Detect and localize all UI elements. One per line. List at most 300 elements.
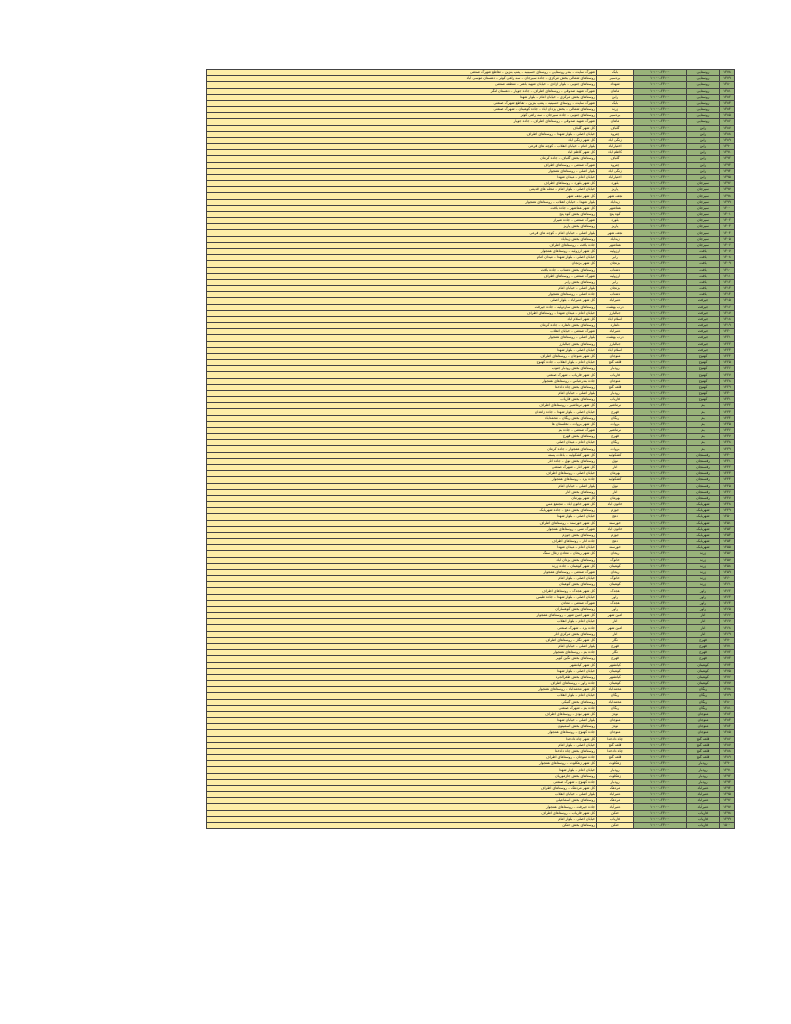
area-cell: رابر [597, 255, 634, 261]
region-cell: بافت [687, 248, 720, 254]
area-cell: زیدآباد [597, 199, 634, 205]
area-cell: کوهبنان [597, 582, 634, 588]
area-cell: فهرج [597, 643, 634, 649]
area-cell: جوزم [597, 508, 634, 514]
row-number-cell: ۱۴۷۴ [720, 662, 735, 668]
region-cell: زرند [687, 563, 720, 569]
region-cell: سیرجان [687, 205, 720, 211]
time-range-cell: ۱۰:۰۰–۲۳:۰۰ [634, 779, 687, 785]
row-number-cell: ۱۴۶۴ [720, 600, 735, 606]
time-range-cell: ۱۰:۰۰–۲۳:۰۰ [634, 230, 687, 236]
area-cell: ارزوئیه [597, 273, 634, 279]
row-number-cell: ۱۴۱۰ [720, 267, 735, 273]
description-cell: کل شهر ریحان – معادن زغال سنگ [207, 551, 597, 557]
row-number-cell: ۱۴۱۷ [720, 310, 735, 316]
row-number-cell: ۱۳۸۶ [720, 119, 735, 125]
row-number-cell: ۱۴۳۹ [720, 446, 735, 452]
time-range-cell: ۱۰:۰۰–۲۳:۰۰ [634, 668, 687, 674]
time-range-cell: ۱۰:۰۰–۲۳:۰۰ [634, 477, 687, 483]
region-cell: بم [687, 421, 720, 427]
area-cell: رودبار [597, 366, 634, 372]
region-cell: کوهبنان [687, 674, 720, 680]
row-number-cell: ۱۴۸۶ [720, 736, 735, 742]
description-cell: کل شهر گلباف [207, 125, 597, 131]
region-cell: کهنوج [687, 397, 720, 403]
description-cell: شهرک صنعتی – جاده شیراز [207, 218, 597, 224]
time-range-cell: ۱۰:۰۰–۲۳:۰۰ [634, 113, 687, 119]
area-cell: حتکن [597, 822, 634, 828]
area-cell: کوهبنان [597, 681, 634, 687]
row-number-cell: ۱۴۴۰ [720, 452, 735, 458]
area-cell: عنبرآباد [597, 792, 634, 798]
time-range-cell: ۱۰:۰۰–۲۳:۰۰ [634, 471, 687, 477]
area-cell: کوهبنان [597, 668, 634, 674]
description-cell: روستاهای بخش کوهبنان [207, 582, 597, 588]
row-number-cell: ۱۴۹۵ [720, 792, 735, 798]
description-cell: روستاهای بخش طغرالجرد [207, 674, 597, 680]
table-row [207, 822, 735, 828]
row-number-cell: ۱۴۸۴ [720, 724, 735, 730]
time-range-cell: ۱۰:۰۰–۲۳:۰۰ [634, 261, 687, 267]
time-range-cell: ۱۰:۰۰–۲۳:۰۰ [634, 625, 687, 631]
time-range-cell: ۱۰:۰۰–۲۳:۰۰ [634, 168, 687, 174]
time-range-cell: ۱۰:۰۰–۲۳:۰۰ [634, 255, 687, 261]
time-range-cell: ۱۰:۰۰–۲۳:۰۰ [634, 755, 687, 761]
time-range-cell: ۱۰:۰۰–۲۳:۰۰ [634, 514, 687, 520]
area-cell: رودبار [597, 767, 634, 773]
region-cell: جیرفت [687, 298, 720, 304]
region-cell: روستایی [687, 70, 720, 76]
description-cell: جاده یزد – شهرک صنعتی [207, 625, 597, 631]
region-cell: روستایی [687, 113, 720, 119]
time-range-cell: ۱۰:۰۰–۲۳:۰۰ [634, 718, 687, 724]
description-cell: روستاهای بخش دهج – جاده شهربابک [207, 508, 597, 514]
row-number-cell: ۱۴۹۷ [720, 804, 735, 810]
area-cell: راین [597, 94, 634, 100]
row-number-cell: ۱۴۴۷ [720, 495, 735, 501]
description-cell: جاده بندرعباس – روستاهای همجوار [207, 378, 597, 384]
region-cell: سیرجان [687, 236, 720, 242]
region-cell: شهربابک [687, 514, 720, 520]
time-range-cell: ۱۰:۰۰–۲۳:۰۰ [634, 286, 687, 292]
region-cell: سیرجان [687, 242, 720, 248]
row-number-cell: ۱۴۸۳ [720, 718, 735, 724]
description-cell: بلوار اصلی – خیابان امام [207, 483, 597, 489]
row-number-cell: ۱۳۸۵ [720, 113, 735, 119]
time-range-cell: ۱۰:۰۰–۲۳:۰۰ [634, 248, 687, 254]
description-cell: روستاهای بخش زیدآباد [207, 236, 597, 242]
area-cell: نوق [597, 483, 634, 489]
row-number-cell: ۱۴۸۹ [720, 755, 735, 761]
description-cell: کل شهر منوجان – روستاهای اطراف [207, 353, 597, 359]
region-cell: ریگان [687, 699, 720, 705]
region-cell: عنبرآباد [687, 798, 720, 804]
row-number-cell: ۱۳۷۸ [720, 70, 735, 76]
time-range-cell: ۱۰:۰۰–۲۳:۰۰ [634, 637, 687, 643]
time-range-cell: ۱۰:۰۰–۲۳:۰۰ [634, 730, 687, 736]
time-range-cell: ۱۰:۰۰–۲۳:۰۰ [634, 137, 687, 143]
description-cell: کل شهر فاریاب – روستاهای اطراف [207, 810, 597, 816]
time-range-cell: ۱۰:۰۰–۲۳:۰۰ [634, 798, 687, 804]
region-cell: رفسنجان [687, 483, 720, 489]
area-cell: کیانشهر [597, 674, 634, 680]
description-cell: روستاهای بخش رابر [207, 279, 597, 285]
area-cell: حتکن [597, 810, 634, 816]
region-cell: کهنوج [687, 378, 720, 384]
region-cell: منوجان [687, 724, 720, 730]
row-number-cell: ۱۳۹۹ [720, 199, 735, 205]
description-cell: خیابان اصلی – بلوار شهدا [207, 347, 597, 353]
description-cell: بلوار اصلی – روستاهای همجوار [207, 168, 597, 174]
region-cell: کهنوج [687, 360, 720, 366]
area-cell: فهرج [597, 434, 634, 440]
region-cell: راین [687, 137, 720, 143]
row-number-cell: ۱۴۰۵ [720, 236, 735, 242]
table-body [207, 70, 735, 829]
row-number-cell: ۱۴۰۶ [720, 242, 735, 248]
region-cell: روستایی [687, 82, 720, 88]
area-cell: زرند [597, 107, 634, 113]
region-cell: فهرج [687, 643, 720, 649]
area-cell: بلورد [597, 218, 634, 224]
time-range-cell: ۱۰:۰۰–۲۳:۰۰ [634, 119, 687, 125]
region-cell: شهربابک [687, 539, 720, 545]
time-range-cell: ۱۰:۰۰–۲۳:۰۰ [634, 366, 687, 372]
region-cell: فاریاب [687, 822, 720, 828]
area-cell: زنگی آباد [597, 137, 634, 143]
area-cell: خورسند [597, 545, 634, 551]
row-number-cell: ۱۴۳۴ [720, 415, 735, 421]
time-range-cell: ۱۰:۰۰–۲۳:۰۰ [634, 298, 687, 304]
row-number-cell: ۱۴۸۷ [720, 742, 735, 748]
row-number-cell: ۱۴۳۸ [720, 440, 735, 446]
region-cell: جیرفت [687, 347, 720, 353]
region-cell: رفسنجان [687, 489, 720, 495]
area-cell: محمدآباد [597, 699, 634, 705]
time-range-cell: ۱۰:۰۰–۲۳:۰۰ [634, 205, 687, 211]
area-cell: اسلام آباد [597, 347, 634, 353]
time-range-cell: ۱۰:۰۰–۲۳:۰۰ [634, 131, 687, 137]
area-cell: راور [597, 594, 634, 600]
region-cell: ریگان [687, 693, 720, 699]
area-cell: هماشهر [597, 242, 634, 248]
area-cell: زهکلوت [597, 773, 634, 779]
description-cell: شهرک صنعتی – روستاهای اطراف [207, 162, 597, 168]
time-range-cell: ۱۰:۰۰–۲۳:۰۰ [634, 606, 687, 612]
region-cell: عنبرآباد [687, 804, 720, 810]
time-range-cell: ۱۰:۰۰–۲۳:۰۰ [634, 434, 687, 440]
time-range-cell: ۱۰:۰۰–۲۳:۰۰ [634, 199, 687, 205]
area-cell: قلعه گنج [597, 384, 634, 390]
row-number-cell: ۱۴۷۱ [720, 643, 735, 649]
description-cell: خیابان امام – میدان شهدا [207, 174, 597, 180]
region-cell: زرند [687, 576, 720, 582]
description-cell: روستاهای بخش دشتاب – جاده بافت [207, 267, 597, 273]
row-number-cell: ۱۳۹۸ [720, 193, 735, 199]
region-cell: زرند [687, 557, 720, 563]
region-cell: بم [687, 415, 720, 421]
time-range-cell: ۱۰:۰۰–۲۳:۰۰ [634, 650, 687, 656]
region-cell: بافت [687, 255, 720, 261]
description-cell: کل شهر زنگی آباد [207, 137, 597, 143]
description-cell: جاده اصلی – روستاهای همجوار [207, 292, 597, 298]
row-number-cell: ۱۴۳۵ [720, 421, 735, 427]
region-cell: شهربابک [687, 520, 720, 526]
time-range-cell: ۱۰:۰۰–۲۳:۰۰ [634, 736, 687, 742]
row-number-cell: ۱۴۷۵ [720, 668, 735, 674]
row-number-cell: ۱۴۷۷ [720, 681, 735, 687]
time-range-cell: ۱۰:۰۰–۲۳:۰۰ [634, 267, 687, 273]
region-cell: بم [687, 446, 720, 452]
area-cell: محمدآباد [597, 687, 634, 693]
area-cell: جبالبارز [597, 310, 634, 316]
region-cell: سیرجان [687, 193, 720, 199]
area-cell: کوه پنج [597, 211, 634, 217]
description-cell: شهرک سایت – بندر روستایی – روستای حسینیه – پمپ بنزین – تقاطع شهرک صنعتی [207, 70, 597, 76]
time-range-cell: ۱۰:۰۰–۲۳:۰۰ [634, 372, 687, 378]
area-cell: بزنجان [597, 261, 634, 267]
area-cell: خاتون آباد [597, 502, 634, 508]
description-cell: کل شهر نگار – روستاهای اطراف [207, 637, 597, 643]
region-cell: سیرجان [687, 224, 720, 230]
row-number-cell: ۱۴۶۲ [720, 588, 735, 594]
time-range-cell: ۱۰:۰۰–۲۳:۰۰ [634, 508, 687, 514]
region-cell: سیرجان [687, 199, 720, 205]
region-cell: انار [687, 625, 720, 631]
time-range-cell: ۱۰:۰۰–۲۳:۰۰ [634, 465, 687, 471]
area-cell: مردهک [597, 785, 634, 791]
description-cell: روستاهای بخش ساردوئیه – جاده جیرفت [207, 304, 597, 310]
time-range-cell: ۱۰:۰۰–۲۳:۰۰ [634, 458, 687, 464]
region-cell: راور [687, 606, 720, 612]
row-number-cell: ۱۳۸۳ [720, 100, 735, 106]
row-number-cell: ۱۴۹۶ [720, 798, 735, 804]
row-number-cell: ۱۴۵۳ [720, 532, 735, 538]
region-cell: بافت [687, 279, 720, 285]
description-cell: روستاهای بخش جازموریان [207, 773, 597, 779]
time-range-cell: ۱۰:۰۰–۲۳:۰۰ [634, 594, 687, 600]
region-cell: بافت [687, 267, 720, 273]
region-cell: روستایی [687, 88, 720, 94]
row-number-cell: ۱۴۵۶ [720, 551, 735, 557]
description-cell: جاده جیرفت – روستاهای همجوار [207, 804, 597, 810]
row-number-cell: ۱۳۹۰ [720, 144, 735, 150]
description-cell: خیابان اصلی – بلوار شهدا – جاده طبس [207, 594, 597, 600]
region-cell: فاریاب [687, 810, 720, 816]
region-cell: فهرج [687, 637, 720, 643]
time-range-cell: ۱۰:۰۰–۲۳:۰۰ [634, 347, 687, 353]
region-cell: راین [687, 168, 720, 174]
description-cell: کل شهر فاریاب – شهرک صنعتی [207, 372, 597, 378]
time-range-cell: ۱۰:۰۰–۲۳:۰۰ [634, 748, 687, 754]
region-cell: روستایی [687, 119, 720, 125]
area-cell: نرماشیر [597, 427, 634, 433]
row-number-cell: ۱۳۸۱ [720, 88, 735, 94]
region-cell: انار [687, 631, 720, 637]
description-cell: روستاهای بخش انار [207, 489, 597, 495]
description-cell: کل شهر چاه دادخدا [207, 736, 597, 742]
time-range-cell: ۱۰:۰۰–۲۳:۰۰ [634, 576, 687, 582]
region-cell: عنبرآباد [687, 785, 720, 791]
area-cell: گلباف [597, 156, 634, 162]
row-number-cell: ۱۴۵۴ [720, 539, 735, 545]
area-cell: ریگان [597, 705, 634, 711]
region-cell: سیرجان [687, 230, 720, 236]
row-number-cell: ۱۳۸۴ [720, 107, 735, 113]
outage-schedule-table [206, 69, 735, 829]
area-cell: قلعه گنج [597, 360, 634, 366]
description-cell: خیابان اصلی – بلوار امام [207, 576, 597, 582]
area-cell: هجدک [597, 588, 634, 594]
area-cell: نجف شهر [597, 193, 634, 199]
time-range-cell: ۱۰:۰۰–۲۳:۰۰ [634, 804, 687, 810]
row-number-cell: ۱۴۵۹ [720, 569, 735, 575]
time-range-cell: ۱۰:۰۰–۲۳:۰۰ [634, 384, 687, 390]
description-cell: خیابان اصلی – بلوار شهدا – روستاهای اطراف [207, 131, 597, 137]
row-number-cell: ۱۴۹۳ [720, 779, 735, 785]
description-cell: روستاهای شمالی – بخش یزدان آباد – جاده کوهبنان – شهرک صنعتی [207, 107, 597, 113]
area-cell: بروات [597, 446, 634, 452]
area-cell: ماهان [597, 88, 634, 94]
description-cell: روستاهای جنوبی – جاده سیرجان – سه راهی کوثر [207, 113, 597, 119]
description-cell: روستاهای بخش اسماعیلی [207, 798, 597, 804]
description-cell: شهرک سایت – روستای حسینیه – پمپ بنزین – تقاطع شهرک صنعتی [207, 100, 597, 106]
area-cell: ماهان [597, 119, 634, 125]
area-cell: کاظم آباد [597, 150, 634, 156]
region-cell: قلعه گنج [687, 742, 720, 748]
time-range-cell: ۱۰:۰۰–۲۳:۰۰ [634, 520, 687, 526]
region-cell: راین [687, 150, 720, 156]
time-range-cell: ۱۰:۰۰–۲۳:۰۰ [634, 489, 687, 495]
region-cell: زرند [687, 551, 720, 557]
row-number-cell: ۱۴۹۴ [720, 785, 735, 791]
time-range-cell: ۱۰:۰۰–۲۳:۰۰ [634, 495, 687, 501]
description-cell: روستاهای بخش فهرج [207, 434, 597, 440]
region-cell: کوهبنان [687, 668, 720, 674]
description-cell: کل شهر انار – شهرک صنعتی [207, 465, 597, 471]
row-number-cell: ۱۴۲۷ [720, 372, 735, 378]
row-number-cell: ۱۴۰۲ [720, 218, 735, 224]
description-cell: جاده یزد – روستاهای همجوار [207, 477, 597, 483]
time-range-cell: ۱۰:۰۰–۲۳:۰۰ [634, 792, 687, 798]
description-cell: کل شهر نجف شهر [207, 193, 597, 199]
description-cell: کل شهر خاتون آباد – مجتمع مس [207, 502, 597, 508]
row-number-cell: ۱۳۹۵ [720, 174, 735, 180]
row-number-cell: ۱۴۰۰ [720, 205, 735, 211]
row-number-cell: ۱۴۴۹ [720, 508, 735, 514]
description-cell: بلوار اصلی – خیابان امام [207, 643, 597, 649]
row-number-cell: ۱۴۳۲ [720, 403, 735, 409]
area-cell: زهکلوت [597, 761, 634, 767]
description-cell: کل شهر بلورد – روستاهای اطراف [207, 181, 597, 187]
description-cell: کل شهر هجدک – روستاهای اطراف [207, 588, 597, 594]
row-number-cell: ۱۴۲۳ [720, 347, 735, 353]
area-cell: جوزم [597, 532, 634, 538]
row-number-cell: ۱۴۹۰ [720, 761, 735, 767]
area-cell: خانوک [597, 557, 634, 563]
time-range-cell: ۱۰:۰۰–۲۳:۰۰ [634, 545, 687, 551]
description-cell: خیابان امام – میدان شهدا [207, 545, 597, 551]
time-range-cell: ۱۰:۰۰–۲۳:۰۰ [634, 705, 687, 711]
area-cell: کوهبنان [597, 563, 634, 569]
description-cell: روستاهای بخش دلفارد – جاده کرمان [207, 323, 597, 329]
time-range-cell: ۱۰:۰۰–۲۳:۰۰ [634, 551, 687, 557]
region-cell: فاریاب [687, 816, 720, 822]
description-cell: بلوار اصلی – خیابان امام [207, 286, 597, 292]
description-cell: کل شهر کیانشهر [207, 662, 597, 668]
time-range-cell: ۱۰:۰۰–۲۳:۰۰ [634, 378, 687, 384]
area-cell: انار [597, 619, 634, 625]
description-cell: روستاهای بخش گنبکی [207, 699, 597, 705]
description-cell: کل شهر خورسند – روستاهای اطراف [207, 520, 597, 526]
description-cell: بلوار امام – خیابان انقلاب – کوچه های فرعی [207, 144, 597, 150]
row-number-cell: ۱۴۳۷ [720, 434, 735, 440]
region-cell: بافت [687, 273, 720, 279]
region-cell: رودبار [687, 779, 720, 785]
area-cell: فاریاب [597, 397, 634, 403]
description-cell: کل شهر عنبرآباد – بلوار اصلی [207, 298, 597, 304]
time-range-cell: ۱۰:۰۰–۲۳:۰۰ [634, 403, 687, 409]
row-number-cell: ۱۴۱۶ [720, 304, 735, 310]
time-range-cell: ۱۰:۰۰–۲۳:۰۰ [634, 94, 687, 100]
area-cell: منوجان [597, 730, 634, 736]
time-range-cell: ۱۰:۰۰–۲۳:۰۰ [634, 483, 687, 489]
region-cell: بم [687, 409, 720, 415]
description-cell: خیابان امام – بلوار انقلاب – جاده کهنوج [207, 360, 597, 366]
time-range-cell: ۱۰:۰۰–۲۳:۰۰ [634, 773, 687, 779]
row-number-cell: ۱۴۵۵ [720, 545, 735, 551]
row-number-cell: ۱۴۰۴ [720, 230, 735, 236]
area-cell: دهج [597, 514, 634, 520]
area-cell: راور [597, 606, 634, 612]
time-range-cell: ۱۰:۰۰–۲۳:۰۰ [634, 582, 687, 588]
row-number-cell: ۱۳۸۲ [720, 94, 735, 100]
region-cell: روستایی [687, 94, 720, 100]
region-cell: کوهبنان [687, 662, 720, 668]
region-cell: شهربابک [687, 545, 720, 551]
time-range-cell: ۱۰:۰۰–۲۳:۰۰ [634, 742, 687, 748]
region-cell: رفسنجان [687, 471, 720, 477]
area-cell: رودبار [597, 779, 634, 785]
description-cell: جاده بم – شهرک صنعتی [207, 705, 597, 711]
time-range-cell: ۱۰:۰۰–۲۳:۰۰ [634, 532, 687, 538]
region-cell: کهنوج [687, 390, 720, 396]
area-cell: ریگان [597, 440, 634, 446]
time-range-cell: ۱۰:۰۰–۲۳:۰۰ [634, 816, 687, 822]
region-cell: جیرفت [687, 341, 720, 347]
time-range-cell: ۱۰:۰۰–۲۳:۰۰ [634, 341, 687, 347]
description-cell: جاده کهنوج – شهرک صنعتی [207, 779, 597, 785]
area-cell: خورسند [597, 520, 634, 526]
description-cell: روستاهای بخش مرکزی – خیابان امام – بلوار شهدا [207, 94, 597, 100]
description-cell: خیابان امام – بلوار انقلاب [207, 619, 597, 625]
time-range-cell: ۱۰:۰۰–۲۳:۰۰ [634, 273, 687, 279]
description-cell: کل شهر کاظم آباد [207, 150, 597, 156]
row-number-cell: ۱۴۵۲ [720, 526, 735, 532]
region-cell: رفسنجان [687, 458, 720, 464]
description-cell: خیابان اصلی – بلوار امام [207, 742, 597, 748]
description-cell: کل شهر کشکوئیه – باغات پسته [207, 452, 597, 458]
row-number-cell: ۱۴۹۲ [720, 773, 735, 779]
region-cell: روستایی [687, 107, 720, 113]
time-range-cell: ۱۰:۰۰–۲۳:۰۰ [634, 181, 687, 187]
time-range-cell: ۱۰:۰۰–۲۳:۰۰ [634, 76, 687, 82]
description-cell: خیابان اصلی – روستاهای اطراف [207, 471, 597, 477]
area-cell: بهرمان [597, 471, 634, 477]
area-cell: اسلام آباد [597, 316, 634, 322]
time-range-cell: ۱۰:۰۰–۲۳:۰۰ [634, 88, 687, 94]
area-cell: قلعه گنج [597, 742, 634, 748]
